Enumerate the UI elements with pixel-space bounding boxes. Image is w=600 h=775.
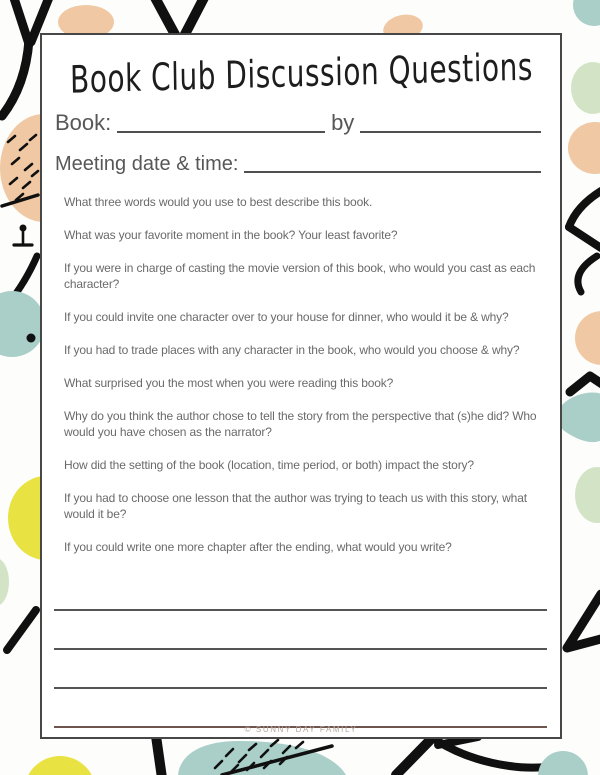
teal-leaf — [573, 0, 600, 26]
author-blank — [360, 109, 541, 133]
book-label: Book: — [55, 110, 112, 135]
bird-icon — [0, 291, 45, 357]
branch-icon — [156, 736, 162, 775]
question-item: Why do you think the author chose to tell the story from the perspective that (s)he did? Who would you have chosen as the narrator? — [64, 409, 537, 439]
yellow-leaf — [24, 756, 96, 775]
branch-icon — [396, 733, 546, 775]
notes-blank-line — [54, 611, 547, 650]
teal-leaf — [559, 392, 600, 442]
peach-leaf — [568, 122, 600, 174]
question-item: How did the setting of the book (location, time period, or both) impact the story? — [64, 458, 474, 472]
branch-icon — [570, 376, 600, 392]
question-item: If you were in charge of casting the movie version of this book, who would you cast as each character? — [64, 261, 536, 291]
branch-icon — [567, 594, 600, 648]
green-leaf — [571, 62, 600, 114]
bird-perch-icon — [14, 225, 32, 246]
branch-icon — [7, 610, 36, 650]
notes-blank-line — [54, 650, 547, 689]
meeting-label: Meeting date & time: — [55, 153, 239, 175]
peach-leaf — [575, 311, 600, 365]
question-item: If you had to choose one lesson that the author was trying to teach us with this story, what would it be? — [64, 491, 527, 521]
notes-blank-line — [54, 572, 547, 611]
notes-blank-line — [54, 689, 547, 728]
teal-leaf — [538, 751, 588, 775]
by-label: by — [331, 110, 355, 135]
meeting-blank — [244, 151, 541, 173]
green-leaf — [575, 467, 600, 523]
question-item: What surprised you the most when you were reading this book? — [64, 376, 394, 390]
question-item: What was your favorite moment in the book? Your least favorite? — [64, 228, 398, 242]
teal-leaf — [178, 741, 346, 775]
worksheet-card — [40, 33, 562, 739]
question-item: If you could invite one character over to your house for dinner, who would it be & why? — [64, 310, 509, 324]
question-list — [42, 194, 560, 555]
green-leaf — [0, 558, 9, 606]
page-title: Book Club Discussion Questions — [69, 44, 533, 103]
question-item: If you could write one more chapter after the ending, what would you write? — [64, 540, 452, 554]
copyright-text: © SUNNY DAY FAMILY — [244, 725, 358, 734]
meeting-row — [42, 151, 560, 176]
question-item: What three words would you use to best describe this book. — [64, 195, 373, 209]
question-item: If you had to trade places with any character in the book, who would you choose & why? — [64, 343, 520, 357]
notes-lines — [42, 572, 560, 728]
branch-icon — [569, 191, 600, 292]
